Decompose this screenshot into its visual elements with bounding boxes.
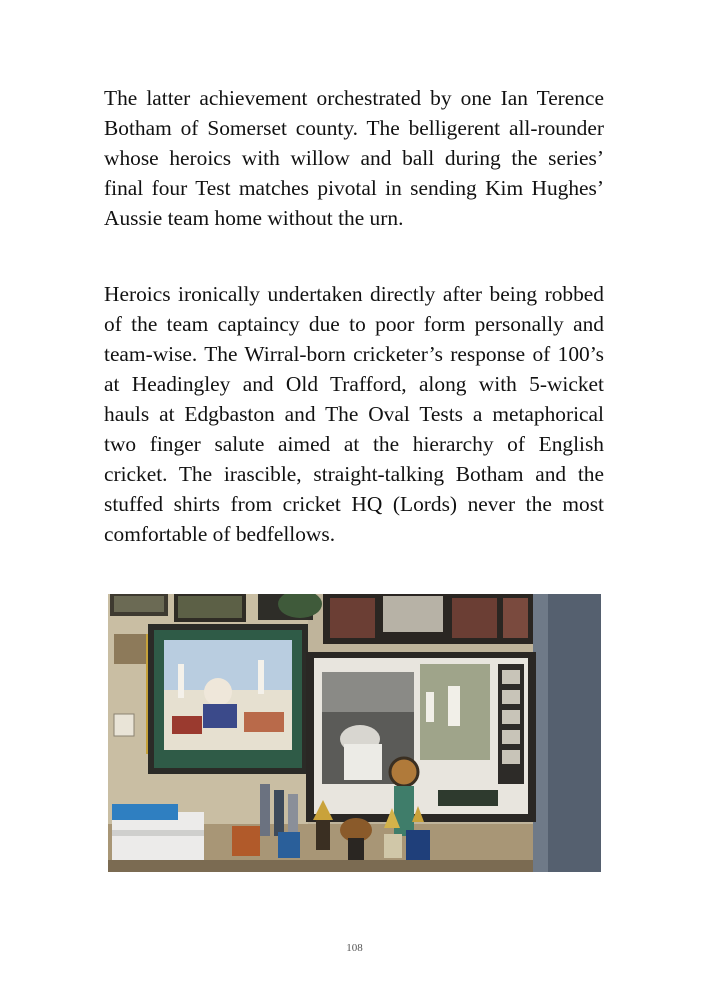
paragraph-1: The latter achievement orchestrated by one Ian Terence Botham of Somerset county. The belligerent all-rounder whose heroics with willow and ball during the series’ final four Test matches pivotal in sending Kim Hughes’ Aussie team home without the urn.	[104, 86, 604, 230]
memorabilia-photo	[108, 594, 601, 872]
paragraph-2: Heroics ironically undertaken directly after being robbed of the team captaincy due to poor form personally and team-wise. The Wirral-born cricketer’s response of 100’s at Headingley and Old Trafford, along with 5-wicket hauls at Edgbaston and The Oval Tests a metaphorical two finger salute aimed at the hierarchy of English cricket. The irascible, straight-talking Botham and the stuffed shirts from cricket HQ (Lords) never the most comfortable of bedfellows.	[104, 282, 604, 546]
page-number: 108	[346, 942, 363, 954]
